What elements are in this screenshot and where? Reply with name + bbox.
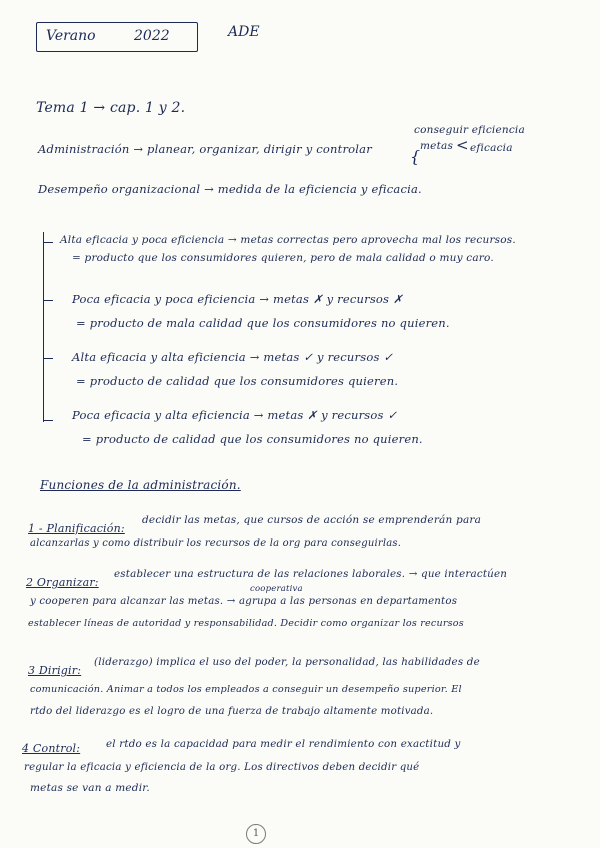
case-1-line-2: = producto que los consumidores quieren, pero de mala calidad o muy caro. — [72, 252, 494, 264]
desempeno-definition: Desempeño organizacional → medida de la eficiencia y eficacia. — [38, 182, 422, 196]
case-4-line-1: Poca eficacia y alta eficiencia → metas ✗ y recursos ✓ — [72, 408, 398, 422]
f3-label: 3 Dirigir: — [28, 664, 82, 677]
f2-line-3: establecer líneas de autoridad y responsabilidad. Decidir como organizar los recursos — [28, 618, 464, 629]
page-number: 1 — [246, 824, 266, 844]
header-term: Verano — [46, 28, 96, 44]
tema-heading: Tema 1 → cap. 1 y 2. — [36, 100, 186, 116]
case-2-line-2: = producto de mala calidad que los consumidores no quieren. — [76, 316, 450, 330]
bracket-tick — [43, 358, 53, 359]
f3-line-1: (liderazgo) implica el uso del poder, la personalidad, las habilidades de — [94, 656, 480, 668]
admin-brace: { — [410, 147, 421, 166]
case-3-line-1: Alta eficacia y alta eficiencia → metas ✓ y recursos ✓ — [72, 350, 394, 364]
funciones-heading: Funciones de la administración. — [40, 478, 241, 492]
f1-line-1: decidir las metas, que cursos de acción se emprenderán para — [142, 514, 482, 526]
bracket-tick — [43, 242, 53, 243]
metas-word: metas — [420, 140, 454, 152]
f2-insert: cooperativa — [250, 584, 303, 594]
eficacia-word: eficacia — [470, 142, 513, 154]
f4-line-1: el rtdo es la capacidad para medir el rendimiento con exactitud y — [106, 738, 461, 750]
f1-label: 1 - Planificación: — [28, 522, 125, 535]
f2-line-1: establecer una estructura de las relaciones laborales. → que interactúen — [114, 568, 508, 580]
admin-definition: Administración → planear, organizar, dirigir y controlar — [38, 142, 372, 156]
case-3-line-2: = producto de calidad que los consumidores quieren. — [76, 374, 399, 388]
bracket-tick — [43, 420, 53, 421]
f4-label: 4 Control: — [22, 742, 81, 755]
cases-bracket — [43, 232, 44, 422]
less-than-sign: < — [456, 136, 469, 154]
bracket-tick — [43, 300, 53, 301]
f1-line-2: alcanzarlas y como distribuir los recursos de la org para conseguirlas. — [30, 538, 402, 549]
f4-line-2: regular la eficacia y eficiencia de la org. Los directivos deben decidir qué — [24, 762, 420, 773]
case-4-line-2: = producto de calidad que los consumidores no quieren. — [82, 432, 423, 446]
f4-line-3: metas se van a medir. — [30, 782, 150, 794]
header-subject: ADE — [228, 24, 260, 40]
f3-line-2: comunicación. Animar a todos los empleados a conseguir un desempeño superior. El — [30, 684, 462, 695]
metas-top-note: conseguir eficiencia — [414, 124, 525, 136]
f2-label: 2 Organizar: — [26, 576, 99, 589]
f2-line-2: y cooperen para alcanzar las metas. → agrupa a las personas en departamentos — [30, 596, 458, 607]
case-1-line-1: Alta eficacia y poca eficiencia → metas correctas pero aprovecha mal los recursos. — [60, 234, 516, 246]
f3-line-3: rtdo del liderazgo es el logro de una fuerza de trabajo altamente motivada. — [30, 706, 434, 717]
case-2-line-1: Poca eficacia y poca eficiencia → metas ✗ y recursos ✗ — [72, 292, 403, 306]
header-year: 2022 — [134, 28, 170, 44]
